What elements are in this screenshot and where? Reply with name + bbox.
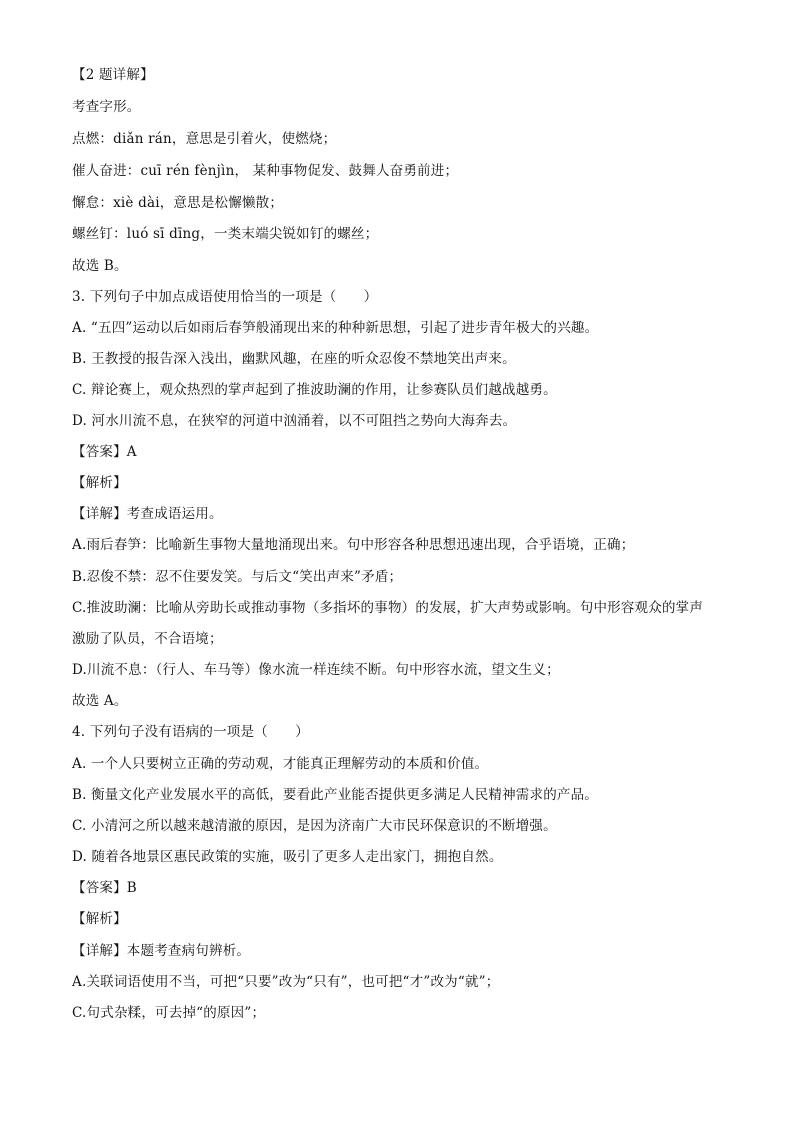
explanation-line: 激励了队员，不合语境； [72, 631, 223, 647]
section-heading: 【2 题详解】 [72, 67, 154, 83]
answer-label: 【答案】A [72, 444, 137, 460]
explanation-line: 螺丝钉：luó sī dīng，一类末端尖锐如钉的螺丝； [72, 226, 379, 242]
question-option: A. “五四”运动以后如雨后春笋般涌现出来的种种新思想，引起了进步青年极大的兴趣。 [72, 320, 599, 336]
explanation-line: B.忍俊不禁：忍不住要发笑。与后文“笑出声来”矛盾； [72, 569, 403, 585]
analysis-label: 【解析】 [72, 911, 127, 927]
question-option: D. 河水川流不息，在狭窄的河道中汹涌着，以不可阻挡之势向大海奔去。 [72, 413, 517, 429]
explanation-line: C.推波助澜：比喻从旁助长或推动事物（多指坏的事物）的发展，扩大声势或影响。句中形容观众的掌声 [72, 600, 704, 616]
question-stem: 3. 下列句子中加点成语使用恰当的一项是（ ） [72, 289, 378, 305]
question-option: B. 王教授的报告深入浅出，幽默风趣，在座的听众忍俊不禁地笑出声来。 [72, 351, 516, 367]
explanation-line: 懈怠：xiè dài，意思是松懈懒散； [72, 195, 284, 211]
explanation-line: 点燃：diǎn rán，意思是引着火，使燃烧； [72, 131, 337, 147]
question-option: A. 一个人只要树立正确的劳动观，才能真正理解劳动的本质和价值。 [72, 756, 489, 772]
detail-line: 【详解】考查成语运用。 [72, 506, 223, 522]
question-option: C. 小清河之所以越来越清澈的原因，是因为济南广大市民环保意识的不断增强。 [72, 818, 557, 834]
explanation-line: 催人奋进：cuī rén fènjìn， 某种事物促发、鼓舞人奋勇前进； [72, 163, 459, 179]
question-option: C. 辩论赛上，观众热烈的掌声起到了推波助澜的作用，让参赛队员们越战越勇。 [72, 382, 557, 398]
explanation-line: A.雨后春笋：比喻新生事物大量地涌现出来。句中形容各种思想迅速出现，合乎语境，正确； [72, 537, 635, 553]
analysis-label: 【解析】 [72, 475, 127, 491]
topic-line: 考查字形。 [72, 99, 141, 115]
explanation-line: A.关联词语使用不当，可把“只要”改为“只有”，也可把“才”改为“就”； [72, 974, 500, 990]
question-option: D. 随着各地景区惠民政策的实施，吸引了更多人走出家门，拥抱自然。 [72, 849, 503, 865]
question-option: B. 衡量文化产业发展水平的高低，要看此产业能否提供更多满足人民精神需求的产品。 [72, 787, 599, 803]
explanation-line: C.句式杂糅，可去掉“的原因”； [72, 1005, 266, 1021]
choice-conclusion: 故选 A。 [72, 693, 128, 709]
explanation-line: D.川流不息：（行人、车马等）像水流一样连续不断。句中形容水流，望文生义； [72, 662, 560, 678]
question-stem: 4. 下列句子没有语病的一项是（ ） [72, 724, 309, 740]
choice-conclusion: 故选 B。 [72, 258, 128, 274]
answer-label: 【答案】B [72, 880, 137, 896]
detail-line: 【详解】本题考查病句辨析。 [72, 943, 251, 959]
